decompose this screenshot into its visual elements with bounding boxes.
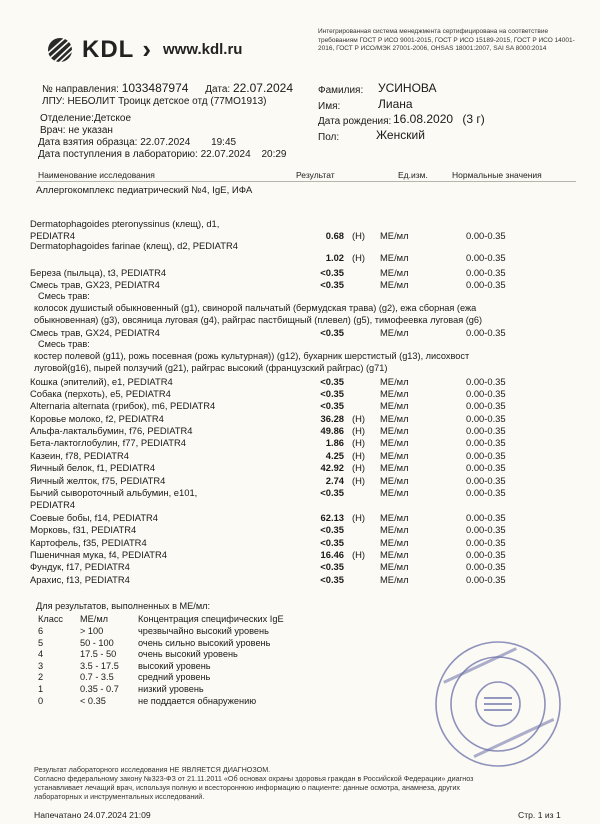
test-norm: 0.00-0.35 <box>466 279 506 290</box>
page-number: Стр. 1 из 1 <box>518 810 561 820</box>
col-result-header: Результат <box>296 170 335 180</box>
test-unit: МЕ/мл <box>380 537 409 548</box>
test-result: <0.35 <box>320 388 344 399</box>
test-result: <0.35 <box>320 487 344 498</box>
result-flag: (H) <box>352 413 366 424</box>
legend-text: средний уровень <box>138 672 211 683</box>
test-unit: МЕ/мл <box>380 549 409 560</box>
test-result: 36.28 <box>320 413 344 424</box>
legend-range: > 100 <box>80 626 104 636</box>
surname-label: Фамилия: <box>318 85 364 96</box>
legend-title: Для результатов, выполненных в МЕ/мл: <box>36 601 211 611</box>
col-name-header: Наименование исследования <box>38 170 155 180</box>
test-result: <0.35 <box>320 537 344 548</box>
test-unit: МЕ/мл <box>380 574 409 585</box>
test-norm: 0.00-0.35 <box>466 475 506 486</box>
printed-date: Напечатано 24.07.2024 21:09 <box>34 810 151 820</box>
test-name: Альфа-лактальбумин, f76, PEDIATR4 <box>30 425 193 436</box>
test-name: Фундук, f17, PEDIATR4 <box>30 561 130 572</box>
laboratory-stamp-icon <box>428 636 568 772</box>
test-name: Коровье молоко, f2, PEDIATR4 <box>30 413 164 424</box>
test-unit: МЕ/мл <box>380 376 409 387</box>
doctor-value: не указан <box>68 125 113 136</box>
test-result: <0.35 <box>320 561 344 572</box>
test-unit: МЕ/мл <box>380 437 409 448</box>
test-name: Собака (перхоть), e5, PEDIATR4 <box>30 388 171 399</box>
mix-gx24-line-1: костер полевой (g11), рожь посевная (рожь культурная)) (g12), бухарник шерстистый (g13), лисохвост <box>34 351 470 361</box>
test-name: Арахис, f13, PEDIATR4 <box>30 574 130 585</box>
test-norm: 0.00-0.35 <box>466 400 506 411</box>
disclaimer-line-3: устанавливает лечащий врач, используя полную и всестороннюю информацию о пациенте: данные осмотра, анамнеза, других <box>34 782 460 792</box>
test-result: 4.25 <box>325 450 344 461</box>
legend-range: 3.5 - 17.5 <box>80 660 119 671</box>
test-norm: 0.00-0.35 <box>466 524 506 535</box>
test-norm: 0.00-0.35 <box>466 425 506 436</box>
mix-gx23-label: Смесь трав: <box>38 291 90 301</box>
result-flag: (H) <box>352 450 366 461</box>
disclaimer <box>34 766 564 802</box>
kdl-globe-icon <box>44 36 76 64</box>
test-name: Кошка (эпителий), e1, PEDIATR4 <box>30 376 173 387</box>
result-flag: (H) <box>352 475 366 486</box>
test-name: Береза (пыльца), t3, PEDIATR4 <box>30 267 167 278</box>
test-name: Смесь трав, GX23, PEDIATR4 <box>30 279 160 290</box>
legend-conc-header: Концентрация специфических IgE <box>138 614 284 624</box>
test-unit: МЕ/мл <box>380 400 409 411</box>
test-result: <0.35 <box>320 574 344 585</box>
test-norm: 0.00-0.35 <box>466 561 506 572</box>
arrival-date: 22.07.2024 <box>200 149 251 160</box>
col-unit-header: Ед.изм. <box>398 170 428 180</box>
order-date-label: Дата: <box>205 84 231 95</box>
mix-gx24-label: Смесь трав: <box>38 339 90 349</box>
arrival-date-label: Дата поступления в лабораторию: <box>38 149 198 160</box>
lpu-label: ЛПУ: <box>42 96 65 107</box>
test-result: 2.74 <box>325 475 344 486</box>
test-unit: МЕ/мл <box>380 267 409 278</box>
test-norm: 0.00-0.35 <box>466 437 506 448</box>
test-name: Бычий сывороточный альбумин, e101, PEDIATR4 <box>30 487 198 510</box>
result-flag: (H) <box>352 425 366 436</box>
test-result: 16.46 <box>320 549 344 560</box>
panel-title: Аллергокомплекс педиатрический №4, IgE, ИФА <box>36 185 253 196</box>
brand-url: www.kdl.ru <box>163 41 243 58</box>
test-unit: МЕ/мл <box>380 425 409 436</box>
legend-range: 0.7 - 3.5 <box>80 672 114 683</box>
test-norm: 0.00-0.35 <box>466 388 506 399</box>
legend-class: 0 <box>38 695 44 706</box>
header-divider <box>36 181 576 182</box>
legend-text: не поддается обнаружению <box>138 695 257 706</box>
sex-label: Пол: <box>318 132 340 143</box>
test-result: 1.02 <box>325 252 344 263</box>
test-norm: 0.00-0.35 <box>466 252 506 263</box>
legend-range: 50 - 100 <box>80 637 114 648</box>
test-norm: 0.00-0.35 <box>466 230 506 241</box>
test-name: Яичный белок, f1, PEDIATR4 <box>30 462 156 473</box>
test-unit: МЕ/мл <box>380 561 409 572</box>
test-unit: МЕ/мл <box>380 524 409 535</box>
test-norm: 0.00-0.35 <box>466 413 506 424</box>
result-flag: (H) <box>352 549 366 560</box>
department-value: Детское <box>93 113 132 124</box>
test-name: Картофель, f35, PEDIATR4 <box>30 537 147 548</box>
legend-range: 17.5 - 50 <box>80 649 117 660</box>
result-flag: (H) <box>352 512 366 523</box>
legend-text: чрезвычайно высокий уровень <box>138 626 269 636</box>
test-norm: 0.00-0.35 <box>466 450 506 461</box>
legend-range: < 0.35 <box>80 695 106 706</box>
sample-date: 22.07.2024 <box>140 137 191 148</box>
kdl-logo <box>44 34 242 65</box>
test-name: Dermatophagoides farinae (клещ), d2, PEDIATR4 <box>30 240 238 251</box>
legend-text: очень сильно высокий уровень <box>138 637 271 648</box>
legend-range-header: МЕ/мл <box>80 614 109 624</box>
test-result: 1.86 <box>325 437 344 448</box>
test-result: <0.35 <box>320 267 344 278</box>
test-norm: 0.00-0.35 <box>466 327 506 338</box>
test-unit: МЕ/мл <box>380 279 409 290</box>
test-norm: 0.00-0.35 <box>466 574 506 585</box>
test-result: 0.68 <box>325 230 344 241</box>
test-name: Alternaria alternata (грибок), m6, PEDIATR4 <box>30 400 216 411</box>
test-result: 49.86 <box>320 425 344 436</box>
test-result: 62.13 <box>320 512 344 523</box>
arrival-date-line <box>38 148 287 161</box>
disclaimer-line-1: Результат лабораторного исследования НЕ ЯВЛЯЕТСЯ ДИАГНОЗОМ. <box>34 765 271 774</box>
order-number-label: № направления: <box>42 84 119 95</box>
mix-gx24-line-2: луговой(g16), пырей ползучий (g21), райграс высокий (французский райграс) (g71) <box>34 363 388 373</box>
legend-class: 3 <box>38 660 44 671</box>
test-unit: МЕ/мл <box>380 450 409 461</box>
surname-value: УСИНОВА <box>378 81 437 95</box>
legend-text: высокий уровень <box>138 660 211 671</box>
legend-class: 4 <box>38 649 44 660</box>
test-norm: 0.00-0.35 <box>466 512 506 523</box>
test-unit: МЕ/мл <box>380 413 409 424</box>
test-norm: 0.00-0.35 <box>466 487 506 498</box>
name-value: Лиана <box>378 97 413 111</box>
col-norm-header: Нормальные значения <box>452 170 542 180</box>
disclaimer-line-2: Согласно федеральному закону №323-ФЗ от 21.11.2011 «Об основах охраны здоровья граждан в Российской Федерации» диагноз <box>34 773 474 783</box>
test-unit: МЕ/мл <box>380 327 409 338</box>
doctor-label: Врач: <box>40 125 66 136</box>
test-result: <0.35 <box>320 376 344 387</box>
test-name: Бета-лактоглобулин, f77, PEDIATR4 <box>30 437 187 448</box>
test-result: 42.92 <box>320 462 344 473</box>
test-unit: МЕ/мл <box>380 512 409 523</box>
arrival-time: 20:29 <box>261 149 287 160</box>
test-norm: 0.00-0.35 <box>466 549 506 560</box>
test-unit: МЕ/мл <box>380 252 409 263</box>
disclaimer-line-4: лабораторных и инструментальных исследований. <box>34 791 205 801</box>
order-number: 1033487974 <box>121 81 189 95</box>
certification-text: Интегрированная система менеджмента сертифицирована на соответствие требованиям ГОСТ Р ИСО 9001-2015, ГОСТ Р ИСО 15189-2015, ГОСТ Р ИСО 14001-2016, ГОСТ Р ИСО/МЭК 27001-2006, OHSAS 18001:2007, SAI SA 8000:2014 <box>318 28 575 53</box>
test-result: <0.35 <box>320 279 344 290</box>
test-unit: МЕ/мл <box>380 487 409 498</box>
test-norm: 0.00-0.35 <box>466 376 506 387</box>
mix-gx23-line-1: колосок душистый обыкновенный (g1), свинорой пальчатый (бермудская трава) (g2), ежа сборная (ежа <box>34 303 477 313</box>
test-name: Соевые бобы, f14, PEDIATR4 <box>30 512 159 523</box>
dob-label: Дата рождения: <box>318 116 392 127</box>
legend-text: низкий уровень <box>138 684 204 694</box>
result-flag: (H) <box>352 230 366 241</box>
legend-class: 6 <box>38 626 44 636</box>
legend-class: 2 <box>38 672 44 683</box>
dob-value: 16.08.2020 <box>393 112 454 126</box>
sex-value: Женский <box>376 128 425 142</box>
test-name: Dermatophagoides pteronyssinus (клещ), d1, PEDIATR4 <box>30 218 220 241</box>
test-unit: МЕ/мл <box>380 230 409 241</box>
order-date: 22.07.2024 <box>232 81 293 95</box>
sample-time: 19:45 <box>211 137 237 148</box>
test-name: Казеин, f78, PEDIATR4 <box>30 450 129 461</box>
test-unit: МЕ/мл <box>380 462 409 473</box>
test-name: Пшеничная мука, f4, PEDIATR4 <box>30 549 167 560</box>
test-name: Смесь трав, GX24, PEDIATR4 <box>30 327 160 338</box>
legend-text: очень высокий уровень <box>138 649 238 660</box>
result-flag: (H) <box>352 252 366 263</box>
test-norm: 0.00-0.35 <box>466 462 506 473</box>
test-result: <0.35 <box>320 524 344 535</box>
result-flag: (H) <box>352 462 366 473</box>
legend-class-header: Класс <box>38 614 64 624</box>
test-result: <0.35 <box>320 327 344 338</box>
lpu-value: НЕБОЛИТ Троицк детское отд (77МО1913) <box>67 96 267 107</box>
order-number-line <box>42 82 293 96</box>
legend-class: 1 <box>38 684 44 694</box>
lpu-line <box>42 95 267 108</box>
legend-range: 0.35 - 0.7 <box>80 684 119 694</box>
age-value: (3 г) <box>462 112 485 126</box>
name-label: Имя: <box>318 101 341 112</box>
test-unit: МЕ/мл <box>380 475 409 486</box>
department-label: Отделение: <box>40 113 94 124</box>
legend-class: 5 <box>38 637 44 648</box>
test-unit: МЕ/мл <box>380 388 409 399</box>
brand-chevron-icon: › <box>142 34 151 64</box>
test-result: <0.35 <box>320 400 344 411</box>
sample-date-label: Дата взятия образца: <box>38 137 138 148</box>
brand-name: KDL <box>82 35 135 63</box>
test-norm: 0.00-0.35 <box>466 537 506 548</box>
test-name: Яичный желток, f75, PEDIATR4 <box>30 475 166 486</box>
result-flag: (H) <box>352 437 366 448</box>
test-name: Морковь, f31, PEDIATR4 <box>30 524 137 535</box>
dob-line <box>393 113 485 126</box>
test-norm: 0.00-0.35 <box>466 267 506 278</box>
mix-gx23-line-2: обыкновенная) (g3), овсяница луговая (g4), райграс пастбищный (плевел) (g5), тимофеевка луговая (g6) <box>34 315 483 325</box>
